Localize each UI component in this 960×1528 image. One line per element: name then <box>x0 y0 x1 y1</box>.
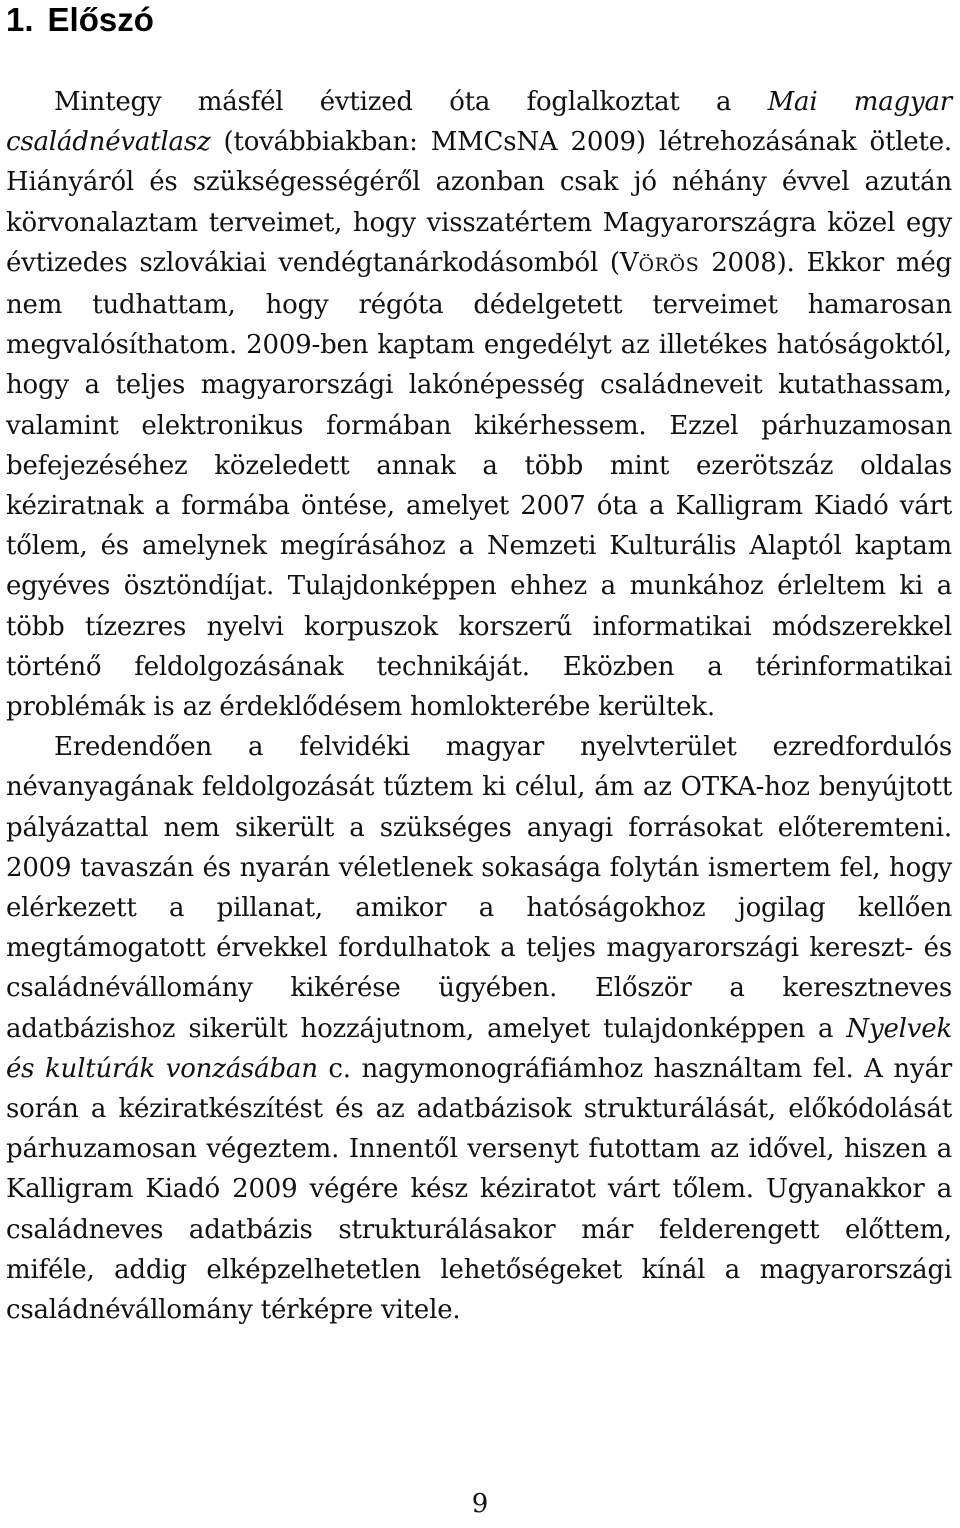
chapter-title: Előszó <box>47 1 154 38</box>
page-number: 9 <box>471 1489 489 1519</box>
author-name-smallcaps: ÖRÖS <box>638 253 700 276</box>
paragraph-2-text-a: Eredendően a felvidéki magyar nyelvterület ezredfordulós névanyagának feldolgozását tűztem ki célul, ám az OTKA-hoz benyújtott pályázattal nem sikerült a szükséges anyagi forrásokat előteremteni. 2009 tavaszán és nyarán véletlenek sokasága folytán ismertem fel, hogy elérkezett a pillanat, amikor a hatóságokhoz jogilag kellően megtámogatott érvekkel fordulhatok a teljes magyarországi kereszt- és családnévállomány kikérése ügyében. Először a keresztneves adatbázishoz sikerült hozzájutnom, amelyet tulajdonképpen a <box>6 732 952 1044</box>
body-text <box>6 82 952 1330</box>
paragraph-1-text-a: Mintegy másfél évtized óta foglalkoztat a <box>54 87 768 117</box>
book-title-mmcsna: Mai magyar családnévatlasz <box>6 87 952 158</box>
paragraph-2-text-b: c. nagymonográfiámhoz használtam fel. A nyár során a kéziratkészítést és az adatbázisok strukturálását, előkódolását párhuzamosan végeztem. Innentől versenyt futottam az idővel, hiszen a Kalligram Kiadó 2009 végére kész kéziratot várt tőlem. Ugyanakkor a családneves adatbázis strukturálásakor már felderengett előttem, miféle, addig elképzelhetetlen lehetőségeket kínál a magyarországi családnévállomány térképre vitele. <box>6 1053 952 1326</box>
chapter-heading <box>6 0 154 40</box>
paragraph-1-text-b: (továbbiakban: MMCsNA 2009) létrehozásának ötlete. Hiányáról és szükségességéről azonban csak jó néhány évvel azután körvonalaztam terveimet, hogy visszatértem Magyarországra közel egy évtizedes szlovákiai vendégtanárkodásomból (V <box>6 127 952 278</box>
paragraph-1 <box>6 82 952 727</box>
paragraph-2 <box>6 727 952 1330</box>
book-title-monograph: Nyelvek és kultúrák vonzásában <box>6 1013 952 1084</box>
paragraph-1-text-c: 2008). Ekkor még nem tudhattam, hogy régóta dédelgetett terveimet hamarosan megvalósíthatom. 2009-ben kaptam engedélyt az illetékes hatóságoktól, hogy a teljes magyarországi lakónépesség családneveit kutathassam, valamint elektronikus formában kikérhessem. Ezzel párhuzamosan befejezéséhez közeledett annak a több mint ezerötszáz oldalas kéziratnak a formába öntése, amelyet 2007 óta a Kalligram Kiadó várt tőlem, és amelynek megírásához a Nemzeti Kulturális Alaptól kaptam egyéves ösztöndíjat. Tulajdonképpen ehhez a munkához érleltem ki a több tízezres nyelvi korpuszok korszerű informatikai módszerekkel történő feldolgozásának technikáját. Eközben a térinformatikai problémák is az érdeklődésem homlokterébe kerültek. <box>6 247 952 723</box>
chapter-number: 1. <box>6 1 34 38</box>
